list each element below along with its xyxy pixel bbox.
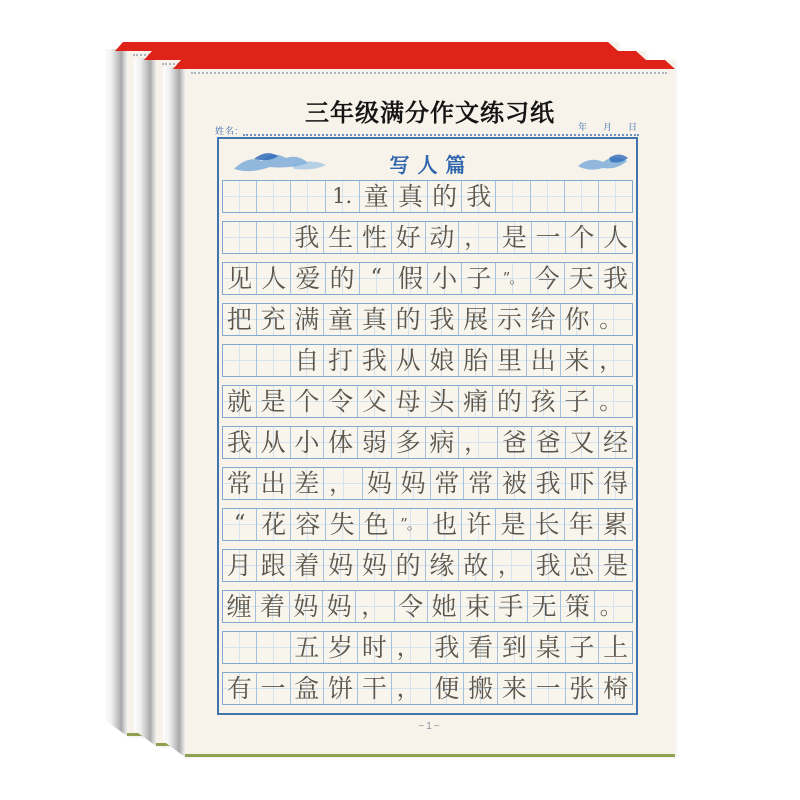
grid-cell: 小	[291, 427, 325, 458]
grid-cell: 我	[291, 222, 325, 253]
grid-cell: 来	[498, 673, 532, 704]
grid-cell: ，	[324, 468, 363, 499]
grid-row	[222, 508, 633, 541]
page-number: ~1~	[418, 721, 442, 732]
grid-cell: 桌	[532, 632, 566, 663]
grid-cell: 从	[392, 345, 426, 376]
grid-cell	[257, 632, 291, 663]
grid-cell: 爱	[291, 263, 325, 294]
date-label-group	[562, 120, 637, 133]
name-dotted-line	[243, 134, 639, 136]
grid-cell: 一	[257, 673, 291, 704]
grid-cell: 我	[426, 304, 460, 335]
grid-cell: 见	[223, 263, 257, 294]
red-binding-stripe	[173, 60, 675, 69]
grid-cell	[565, 181, 599, 212]
grid-cell: 容	[291, 509, 325, 540]
grid-cell: 妈	[363, 468, 397, 499]
grid-cell: 上	[599, 632, 632, 663]
grid-cell: 假	[394, 263, 428, 294]
date-label: 月	[602, 122, 612, 132]
grid-cell: 。	[595, 591, 632, 622]
grid-cell: 真	[358, 304, 392, 335]
grid-cell: 的	[392, 550, 426, 581]
grid-cell: ，	[594, 345, 632, 376]
grid-cell: 搬	[464, 673, 498, 704]
grid-cell: 年	[565, 509, 599, 540]
grid-cell: 来	[561, 345, 595, 376]
section-header-band	[222, 142, 633, 180]
grid-cell: 五	[291, 632, 325, 663]
grid-cell: 策	[561, 591, 594, 622]
grid-cell: “	[223, 509, 257, 540]
grid-cell: 父	[358, 386, 392, 417]
book-cover	[185, 60, 675, 757]
grid-cell: 我	[462, 181, 496, 212]
grid-cell: 打	[324, 345, 358, 376]
grid-cell: 充	[257, 304, 291, 335]
grid-cell: 展	[459, 304, 493, 335]
grid-cell: 有	[223, 673, 257, 704]
grid-cell: 色	[360, 509, 394, 540]
grid-cell: ，	[459, 222, 498, 253]
grid-cell: 出	[527, 345, 561, 376]
grid-row	[222, 549, 633, 582]
grid-cell: 一	[532, 222, 566, 253]
grid-row	[222, 221, 633, 254]
grid-cell: 真	[394, 181, 428, 212]
grid-cell: 又	[566, 427, 600, 458]
grid-cell: 头	[426, 386, 460, 417]
grid-cell: 常	[464, 468, 498, 499]
grid-cell	[257, 181, 291, 212]
cloud-art-icon	[575, 148, 631, 176]
grid-cell: 我	[431, 632, 465, 663]
grid-cell: 生	[324, 222, 358, 253]
grid-cell: 也	[428, 509, 462, 540]
grid-cell: 童	[324, 304, 358, 335]
name-date-row	[215, 120, 639, 137]
grid-cell	[531, 181, 565, 212]
grid-cell: 许	[462, 509, 496, 540]
grid-cell: 天	[565, 263, 599, 294]
grid-cell: 是	[498, 222, 532, 253]
grid-cell: 孩	[527, 386, 561, 417]
grid-cell: 手	[495, 591, 528, 622]
grid-cell: 妈	[358, 550, 392, 581]
date-label: 日	[627, 122, 637, 132]
grid-cell: 到	[498, 632, 532, 663]
grid-cell: 爸	[498, 427, 532, 458]
grid-cell: 体	[324, 427, 358, 458]
grid-cell: 子	[566, 632, 600, 663]
grid-cell: 缘	[426, 550, 460, 581]
book-pages-edge	[163, 67, 185, 757]
grid-cell: 长	[531, 509, 565, 540]
grid-row	[222, 344, 633, 377]
grid-cell	[257, 345, 291, 376]
grid-cell: 的	[326, 263, 360, 294]
grid-cell: ，	[459, 427, 498, 458]
grid-cell: 痛	[459, 386, 493, 417]
grid-cell: 自	[291, 345, 325, 376]
grid-row	[222, 180, 633, 213]
grid-cell: 无	[528, 591, 561, 622]
grid-cell: 椅	[599, 673, 632, 704]
grid-cell: 个	[291, 386, 325, 417]
grid-row	[222, 303, 633, 336]
grid-cell: 是	[496, 509, 530, 540]
grid-cell: 盒	[291, 673, 325, 704]
grid-cell: 着	[291, 550, 325, 581]
perforation-line	[191, 72, 667, 74]
grid-cell: 故	[459, 550, 493, 581]
grid-cell: ，	[356, 591, 394, 622]
grid-cell: 人	[599, 222, 632, 253]
grid-cell: 饼	[324, 673, 358, 704]
grid-cell: 的	[392, 304, 426, 335]
date-label: 年	[577, 122, 587, 132]
grid-cell: 娘	[426, 345, 460, 376]
name-label: 姓名:	[215, 126, 239, 136]
grid-cell: 看	[464, 632, 498, 663]
grid-cell: 你	[561, 304, 595, 335]
grid-cell: 妈	[324, 550, 358, 581]
grid-cell: 缠	[223, 591, 256, 622]
composition-grid	[222, 180, 633, 705]
grid-cell: 母	[392, 386, 426, 417]
grid-cell: 我	[532, 550, 566, 581]
grid-cell: 我	[223, 427, 257, 458]
grid-cell: ，	[392, 632, 431, 663]
grid-row	[222, 631, 633, 664]
grid-row	[222, 262, 633, 295]
grid-cell: 子	[561, 386, 595, 417]
grid-cell: 就	[223, 386, 257, 417]
section-title: 写人篇	[389, 153, 474, 177]
grid-cell: 得	[599, 468, 632, 499]
grid-cell: 出	[257, 468, 291, 499]
grid-cell: 月	[223, 550, 257, 581]
grid-cell: 岁	[324, 632, 358, 663]
composition-box	[217, 137, 638, 715]
grid-row	[222, 426, 633, 459]
grid-cell: 爸	[532, 427, 566, 458]
grid-cell	[223, 181, 257, 212]
grid-cell	[223, 632, 257, 663]
grid-cell: 动	[426, 222, 460, 253]
grid-cell: 失	[326, 509, 360, 540]
grid-cell: 便	[431, 673, 465, 704]
grid-cell: 病	[426, 427, 460, 458]
grid-cell: 人	[257, 263, 291, 294]
grid-row	[222, 385, 633, 418]
grid-cell: 好	[392, 222, 426, 253]
grid-cell: ，	[493, 550, 532, 581]
grid-cell: 胎	[459, 345, 493, 376]
grid-cell: 是	[257, 386, 291, 417]
grid-cell: 她	[428, 591, 461, 622]
grid-cell: ”。	[394, 509, 428, 540]
grid-cell: 性	[358, 222, 392, 253]
grid-cell: 差	[291, 468, 325, 499]
grid-cell: 妈	[397, 468, 431, 499]
grid-cell: 弱	[358, 427, 392, 458]
grid-cell: 总	[566, 550, 600, 581]
grid-cell: 妈	[290, 591, 323, 622]
grid-cell	[223, 222, 257, 253]
grid-cell	[496, 181, 530, 212]
grid-cell: 我	[599, 263, 632, 294]
grid-cell: 满	[291, 304, 325, 335]
grid-cell: 的	[428, 181, 462, 212]
workbook-front	[163, 60, 675, 757]
grid-cell: 令	[324, 386, 358, 417]
grid-row	[222, 590, 633, 623]
red-binding-stripe	[115, 42, 618, 51]
grid-cell	[223, 345, 257, 376]
grid-cell: 从	[257, 427, 291, 458]
grid-cell: 童	[360, 181, 394, 212]
grid-cell: 被	[498, 468, 532, 499]
grid-cell: 跟	[257, 550, 291, 581]
grid-cell: 的	[493, 386, 527, 417]
book-pages-edge	[134, 58, 156, 746]
grid-cell: 干	[358, 673, 392, 704]
grid-cell: 今	[531, 263, 565, 294]
grid-cell: 妈	[323, 591, 356, 622]
grid-cell: 示	[493, 304, 527, 335]
grid-cell: 束	[461, 591, 494, 622]
grid-row	[222, 672, 633, 705]
grid-cell: 。	[594, 304, 632, 335]
grid-cell: 里	[493, 345, 527, 376]
grid-cell: 个	[566, 222, 600, 253]
grid-cell: 张	[566, 673, 600, 704]
red-binding-stripe	[144, 51, 646, 60]
grid-cell: 花	[257, 509, 291, 540]
grid-row	[222, 467, 633, 500]
grid-cell: 常	[223, 468, 257, 499]
grid-cell: 1.	[326, 181, 360, 212]
grid-cell: 令	[395, 591, 428, 622]
grid-cell: 吓	[566, 468, 600, 499]
grid-cell: 子	[462, 263, 496, 294]
grid-cell	[257, 222, 291, 253]
grid-cell	[291, 181, 325, 212]
grid-cell: 是	[599, 550, 632, 581]
grid-cell: 着	[256, 591, 289, 622]
grid-cell: 经	[599, 427, 632, 458]
grid-cell: 我	[358, 345, 392, 376]
grid-cell	[599, 181, 632, 212]
grid-cell: 把	[223, 304, 257, 335]
book-pages-edge	[105, 49, 127, 736]
grid-cell: 一	[532, 673, 566, 704]
grid-cell: ”。	[496, 263, 530, 294]
grid-cell: 我	[532, 468, 566, 499]
grid-cell: ，	[392, 673, 431, 704]
grid-cell: 时	[358, 632, 392, 663]
grid-cell: “	[360, 263, 394, 294]
grid-cell: 小	[428, 263, 462, 294]
grid-cell: 常	[431, 468, 465, 499]
grid-cell: 多	[392, 427, 426, 458]
grid-cell: 给	[527, 304, 561, 335]
grid-cell: 累	[599, 509, 632, 540]
grid-cell: 。	[594, 386, 632, 417]
page-title: 三年级满分作文练习纸	[305, 100, 555, 127]
